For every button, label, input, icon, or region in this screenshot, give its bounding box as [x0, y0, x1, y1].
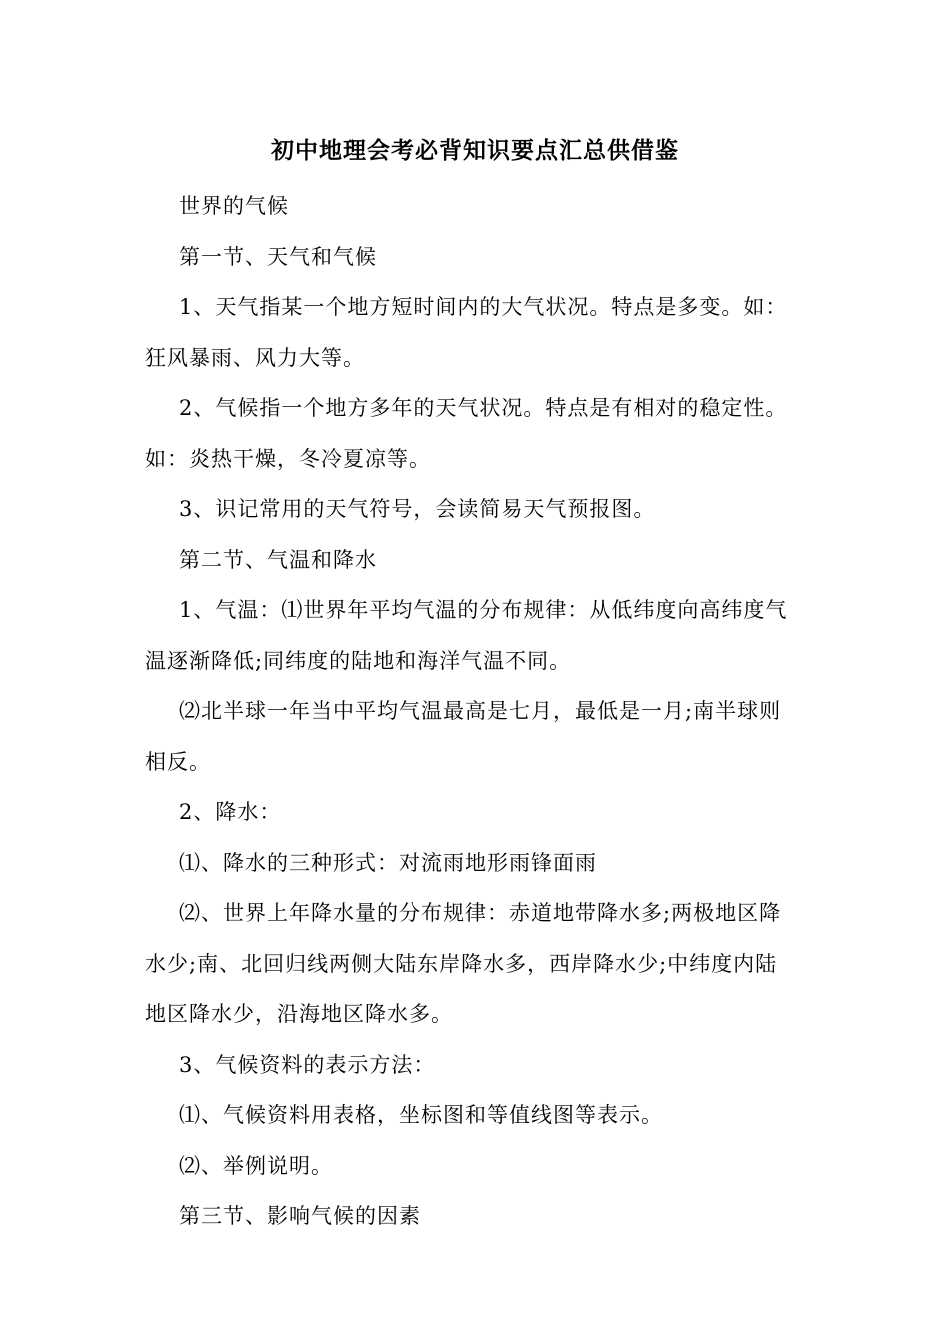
section-heading: 世界的气候 [179, 194, 289, 218]
paragraph: ⑴、降水的三种形式：对流雨地形雨锋面雨 [179, 850, 597, 875]
paragraph: ⑵、举例说明。 [179, 1153, 333, 1178]
paragraph: ⑵、世界上年降水量的分布规律：赤道地带降水多;两极地区降水少;南、北回归线两侧大陆东岸降水多，西岸降水少;中纬度内陆地区降水少，沿海地区降水多。 [145, 901, 782, 1026]
paragraph: ⑵北半球一年当中平均气温最高是七月，最低是一月;南半球则相反。 [145, 699, 782, 774]
paragraph: 2、降水： [179, 800, 282, 824]
section-heading: 第三节、影响气候的因素 [179, 1204, 421, 1228]
paragraph: 2、气候指一个地方多年的天气状况。特点是有相对的稳定性。如：炎热干燥，冬冷夏凉等。 [145, 396, 788, 471]
paragraph: ⑴、气候资料用表格，坐标图和等值线图等表示。 [179, 1103, 663, 1127]
paragraph: 1、气温：⑴世界年平均气温的分布规律：从低纬度向高纬度气温逐渐降低;同纬度的陆地和海洋气温不同。 [145, 598, 788, 673]
document-title: 初中地理会考必背知识要点汇总供借鉴 [271, 137, 679, 164]
section-heading: 第一节、天气和气候 [179, 244, 377, 269]
document-body [145, 181, 795, 1242]
paragraph: 1、天气指某一个地方短时间内的大气状况。特点是多变。如：狂风暴雨、风力大等。 [145, 295, 788, 370]
section-heading: 第二节、气温和降水 [179, 547, 377, 572]
paragraph: 3、识记常用的天气符号，会读简易天气预报图。 [179, 497, 656, 521]
paragraph: 3、气候资料的表示方法： [179, 1052, 436, 1077]
